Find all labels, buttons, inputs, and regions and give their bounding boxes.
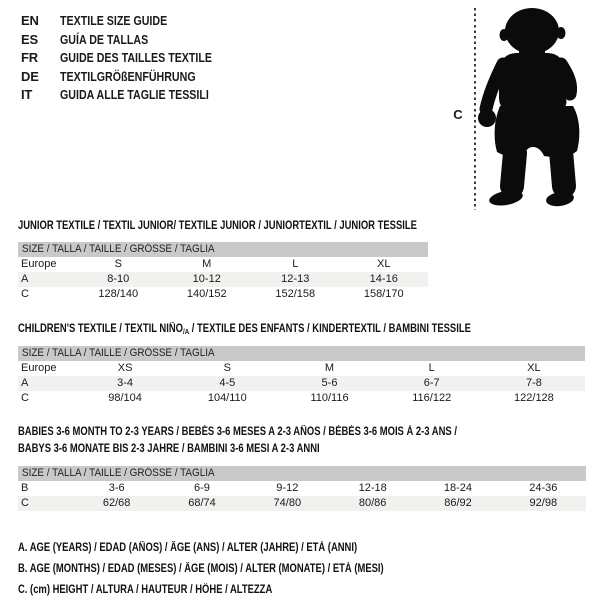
row-cell: 5-6 (321, 377, 338, 389)
row-label: C (21, 288, 29, 300)
row-cell: XS (117, 362, 133, 374)
language-row (21, 12, 245, 31)
row-label: Europe (21, 362, 57, 374)
row-cell: 74/80 (273, 497, 302, 509)
row-cell: 158/170 (363, 288, 404, 300)
table-row (18, 272, 428, 287)
row-label: C (21, 497, 29, 509)
row-cell: 152/158 (275, 288, 316, 300)
row-cell: 128/140 (98, 288, 139, 300)
row-cell: 12-18 (358, 482, 387, 494)
row-cell: 104/110 (207, 392, 247, 404)
row-cell: 9-12 (276, 482, 299, 494)
row-cell: 116/122 (412, 392, 452, 404)
row-cell: 7-8 (525, 377, 542, 389)
note-line: C. (cm) HEIGHT / ALTURA / HAUTEUR / HÖHE / ALTEZZA (18, 584, 273, 596)
row-cell: 3-4 (117, 377, 134, 389)
row-cell: 14-16 (369, 273, 398, 285)
row-cell: L (292, 258, 299, 270)
table-row (18, 257, 428, 272)
row-label: Europe (21, 258, 57, 270)
row-cell: XL (527, 362, 541, 374)
notes-list (18, 538, 464, 600)
row-cell: XL (377, 258, 391, 270)
language-title: GUIDE DES TAILLES TEXTILE (60, 50, 213, 65)
row-cell: 6-9 (194, 482, 210, 494)
row-cell: 6-7 (423, 377, 440, 389)
table-title-babies: BABIES 3-6 MONTH TO 2-3 YEARS / BEBÉS 3-6 MESES A 2-3 AÑOS / BÉBÉS 3-6 MOIS À 2-3 ANS / BABYS 3-6 MONATE BIS 2-3 JAHRE / BAMBINI 3-6 MESI A 2-3 ANNI (18, 426, 457, 455)
row-label: A (21, 377, 29, 389)
row-cell: 86/92 (444, 497, 472, 509)
row-cell: 24-36 (529, 482, 558, 494)
table-title-children: CHILDREN'S TEXTILE / TEXTIL $NIÑO_{/A}$ / TEXTILE DES ENFANTS / KINDERTEXTIL / BAMBINI TESSILE (18, 323, 471, 336)
language-row (21, 49, 245, 68)
language-title: GUIDA ALLE TAGLIE TESSILI (60, 87, 209, 102)
height-dotted-line (474, 8, 476, 210)
table-row (18, 376, 585, 391)
row-cell: 3-6 (108, 482, 125, 494)
toddler-silhouette-icon (477, 6, 587, 213)
row-cell: 68/74 (188, 497, 216, 509)
table-title-junior: JUNIOR TEXTILE / TEXTIL JUNIOR/ TEXTILE JUNIOR / JUNIORTEXTIL / JUNIOR TESSILE (18, 220, 417, 232)
height-c-label: C (453, 107, 463, 122)
row-cell: 12-13 (281, 273, 310, 285)
row-cell: M (324, 362, 335, 374)
language-title: GUÍA DE TALLAS (60, 31, 149, 47)
row-cell: 62/68 (102, 497, 131, 509)
row-cell: M (202, 258, 212, 270)
row-cell: 92/98 (529, 497, 558, 509)
language-title: TEXTILE SIZE GUIDE (60, 13, 168, 28)
language-title: TEXTILGRÖßENFÜHRUNG (60, 68, 196, 84)
row-cell: 122/128 (514, 392, 554, 404)
row-cell: 8-10 (107, 273, 130, 285)
row-label: C (21, 392, 29, 404)
row-cell: 4-5 (219, 377, 236, 389)
row-label: B (21, 482, 29, 494)
row-cell: 80/86 (358, 497, 387, 509)
row-cell: S (114, 258, 122, 270)
size-header-bar: SIZE / TALLA / TAILLE / GRÖSSE / TAGLIA (18, 242, 428, 257)
size-table-junior (18, 242, 428, 302)
row-cell: S (223, 362, 231, 374)
language-code: IT (21, 87, 33, 102)
language-list (21, 12, 245, 105)
row-cell: L (428, 362, 435, 374)
language-code: FR (21, 50, 38, 65)
note-line: A. AGE (YEARS) / EDAD (AÑOS) / ÂGE (ANS) / ALTER (JAHRE) / ETÀ (ANNI) (18, 542, 358, 554)
row-cell: 110/116 (310, 392, 349, 404)
language-row (21, 86, 245, 105)
table-row (18, 391, 585, 406)
table-row (18, 496, 586, 511)
table-row (18, 361, 585, 376)
row-cell: 140/152 (186, 288, 227, 300)
language-row (21, 31, 245, 50)
row-cell: 18-24 (443, 482, 473, 494)
language-code: ES (21, 31, 38, 47)
language-code: DE (21, 68, 39, 84)
size-table-babies (18, 466, 586, 511)
language-row (21, 68, 245, 87)
size-header-bar: SIZE / TALLA / TAILLE / GRÖSSE / TAGLIA (18, 466, 586, 481)
table-row (18, 481, 586, 496)
size-header-bar: SIZE / TALLA / TAILLE / GRÖSSE / TAGLIA (18, 346, 585, 361)
row-cell: 10-12 (192, 273, 221, 285)
table-row (18, 287, 428, 302)
size-table-children (18, 346, 585, 406)
language-code: EN (21, 13, 39, 28)
row-label: A (21, 273, 29, 285)
note-line: B. AGE (MONTHS) / EDAD (MESES) / ÂGE (MOIS) / ALTER (MONATE) / ETÀ (MESI) (18, 563, 384, 575)
row-cell: 98/104 (108, 392, 142, 404)
